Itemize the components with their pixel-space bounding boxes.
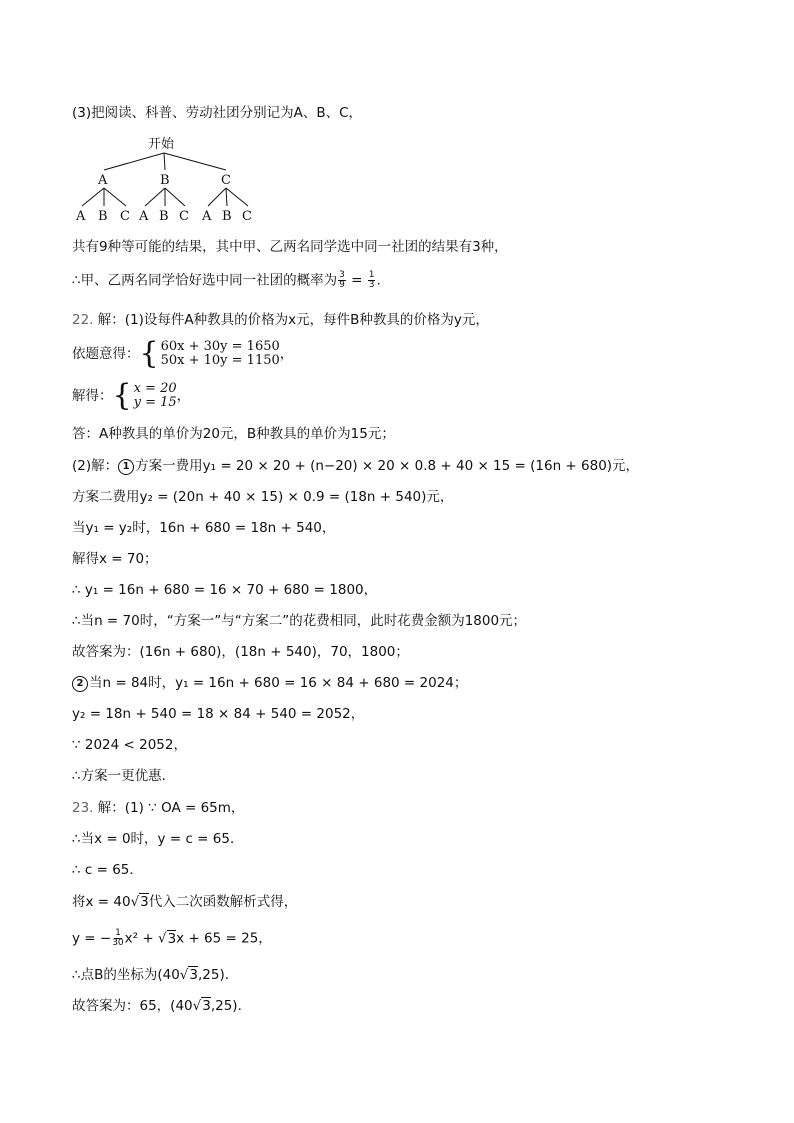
tree-diagram xyxy=(68,134,268,224)
tree-l2-item: C xyxy=(179,209,189,224)
q22-system-1: 依题意得： { 60x + 30y = 1650 50x + 10y = 1150 ， xyxy=(72,336,294,371)
q22-plan2-cost: 方案二费用y₂ = (20n + 40 × 15) × 0.9 = (18n + 540)元， xyxy=(72,489,454,505)
tree-l2-item: A xyxy=(139,209,149,224)
tree-l2-item: C xyxy=(242,209,252,224)
q22-y2-value: y₂ = 18n + 540 = 18 × 84 + 540 = 2052， xyxy=(72,706,365,722)
q22-system-2: 解得： { x = 20 y = 15 ， xyxy=(72,378,191,413)
q22-solve: 解得x = 70； xyxy=(72,551,158,567)
q23-evaluate: y = − $\frac{1}{30}$ x² + √3x + 65 = 25， xyxy=(72,928,272,948)
q23-point-b: ∴点B的坐标为(40√3,25)． xyxy=(72,967,239,983)
q23-line1: 23. 解：(1) ∵ OA = 65m， xyxy=(72,800,245,816)
q22-y1-value: ∴ y₁ = 16n + 680 = 16 × 70 + 680 = 1800， xyxy=(72,582,378,598)
tree-l2-item: A xyxy=(76,209,86,224)
q21-part3-intro: (3)把阅读、科普、劳动社团分别记为A、B、C， xyxy=(72,105,363,121)
q22-compare: ∵ 2024 < 2052， xyxy=(72,737,187,753)
q22-conclusion: ∴方案一更优惠． xyxy=(72,768,176,784)
q22-equal-cost: ∴当n = 70时，“方案一”与“方案二”的花费相同，此时花费金额为1800元； xyxy=(72,613,527,629)
tree-l1-a: A xyxy=(98,173,108,188)
tree-l1-b: B xyxy=(160,173,170,188)
tree-l2-item: A xyxy=(202,209,212,224)
tree-l2-item: B xyxy=(159,209,169,224)
tree-l2-item: B xyxy=(222,209,232,224)
q22-line1: 22. 解：(1)设每件A种教具的价格为x元，每件B种教具的价格为y元， xyxy=(72,312,489,328)
q23-answer: 故答案为：65，(40√3,25)． xyxy=(72,998,252,1014)
tree-l2-item: C xyxy=(120,209,130,224)
q22-answer2: 故答案为：(16n + 680)，(18n + 540)，70，1800； xyxy=(72,644,409,660)
tree-root: 开始 xyxy=(148,137,175,152)
tree-l1-c: C xyxy=(221,173,231,188)
q23-line2: ∴当x = 0时，y = c = 65． xyxy=(72,831,244,847)
q21-probability: ∴甲、乙两名同学恰好选中同一社团的概率为 $\frac{3}{9}$ = $\frac{1}{3}$ . xyxy=(72,270,381,290)
q23-line3: ∴ c = 65． xyxy=(72,862,143,878)
q22-part2-case: 2 当n = 84时，y₁ = 16n + 680 = 16 × 84 + 680 = 2024； xyxy=(72,674,467,692)
q21-outcomes: 共有9种等可能的结果，其中甲、乙两名同学选中同一社团的结果有3种， xyxy=(72,239,508,255)
q22-equation: 当y₁ = y₂时，16n + 680 = 18n + 540， xyxy=(72,520,336,536)
q22-plan1-cost: (2)解： 1 方案一费用y₁ = 20 × 20 + (n−20) × 20 × 0.8 + 40 × 15 = (16n + 680)元， xyxy=(72,458,640,474)
q23-substitute: 将x = 40√3代入二次函数解析式得， xyxy=(72,894,298,910)
q22-answer1: 答：A种教具的单价为20元，B种教具的单价为15元； xyxy=(72,426,395,442)
tree-l2-item: B xyxy=(98,209,108,224)
